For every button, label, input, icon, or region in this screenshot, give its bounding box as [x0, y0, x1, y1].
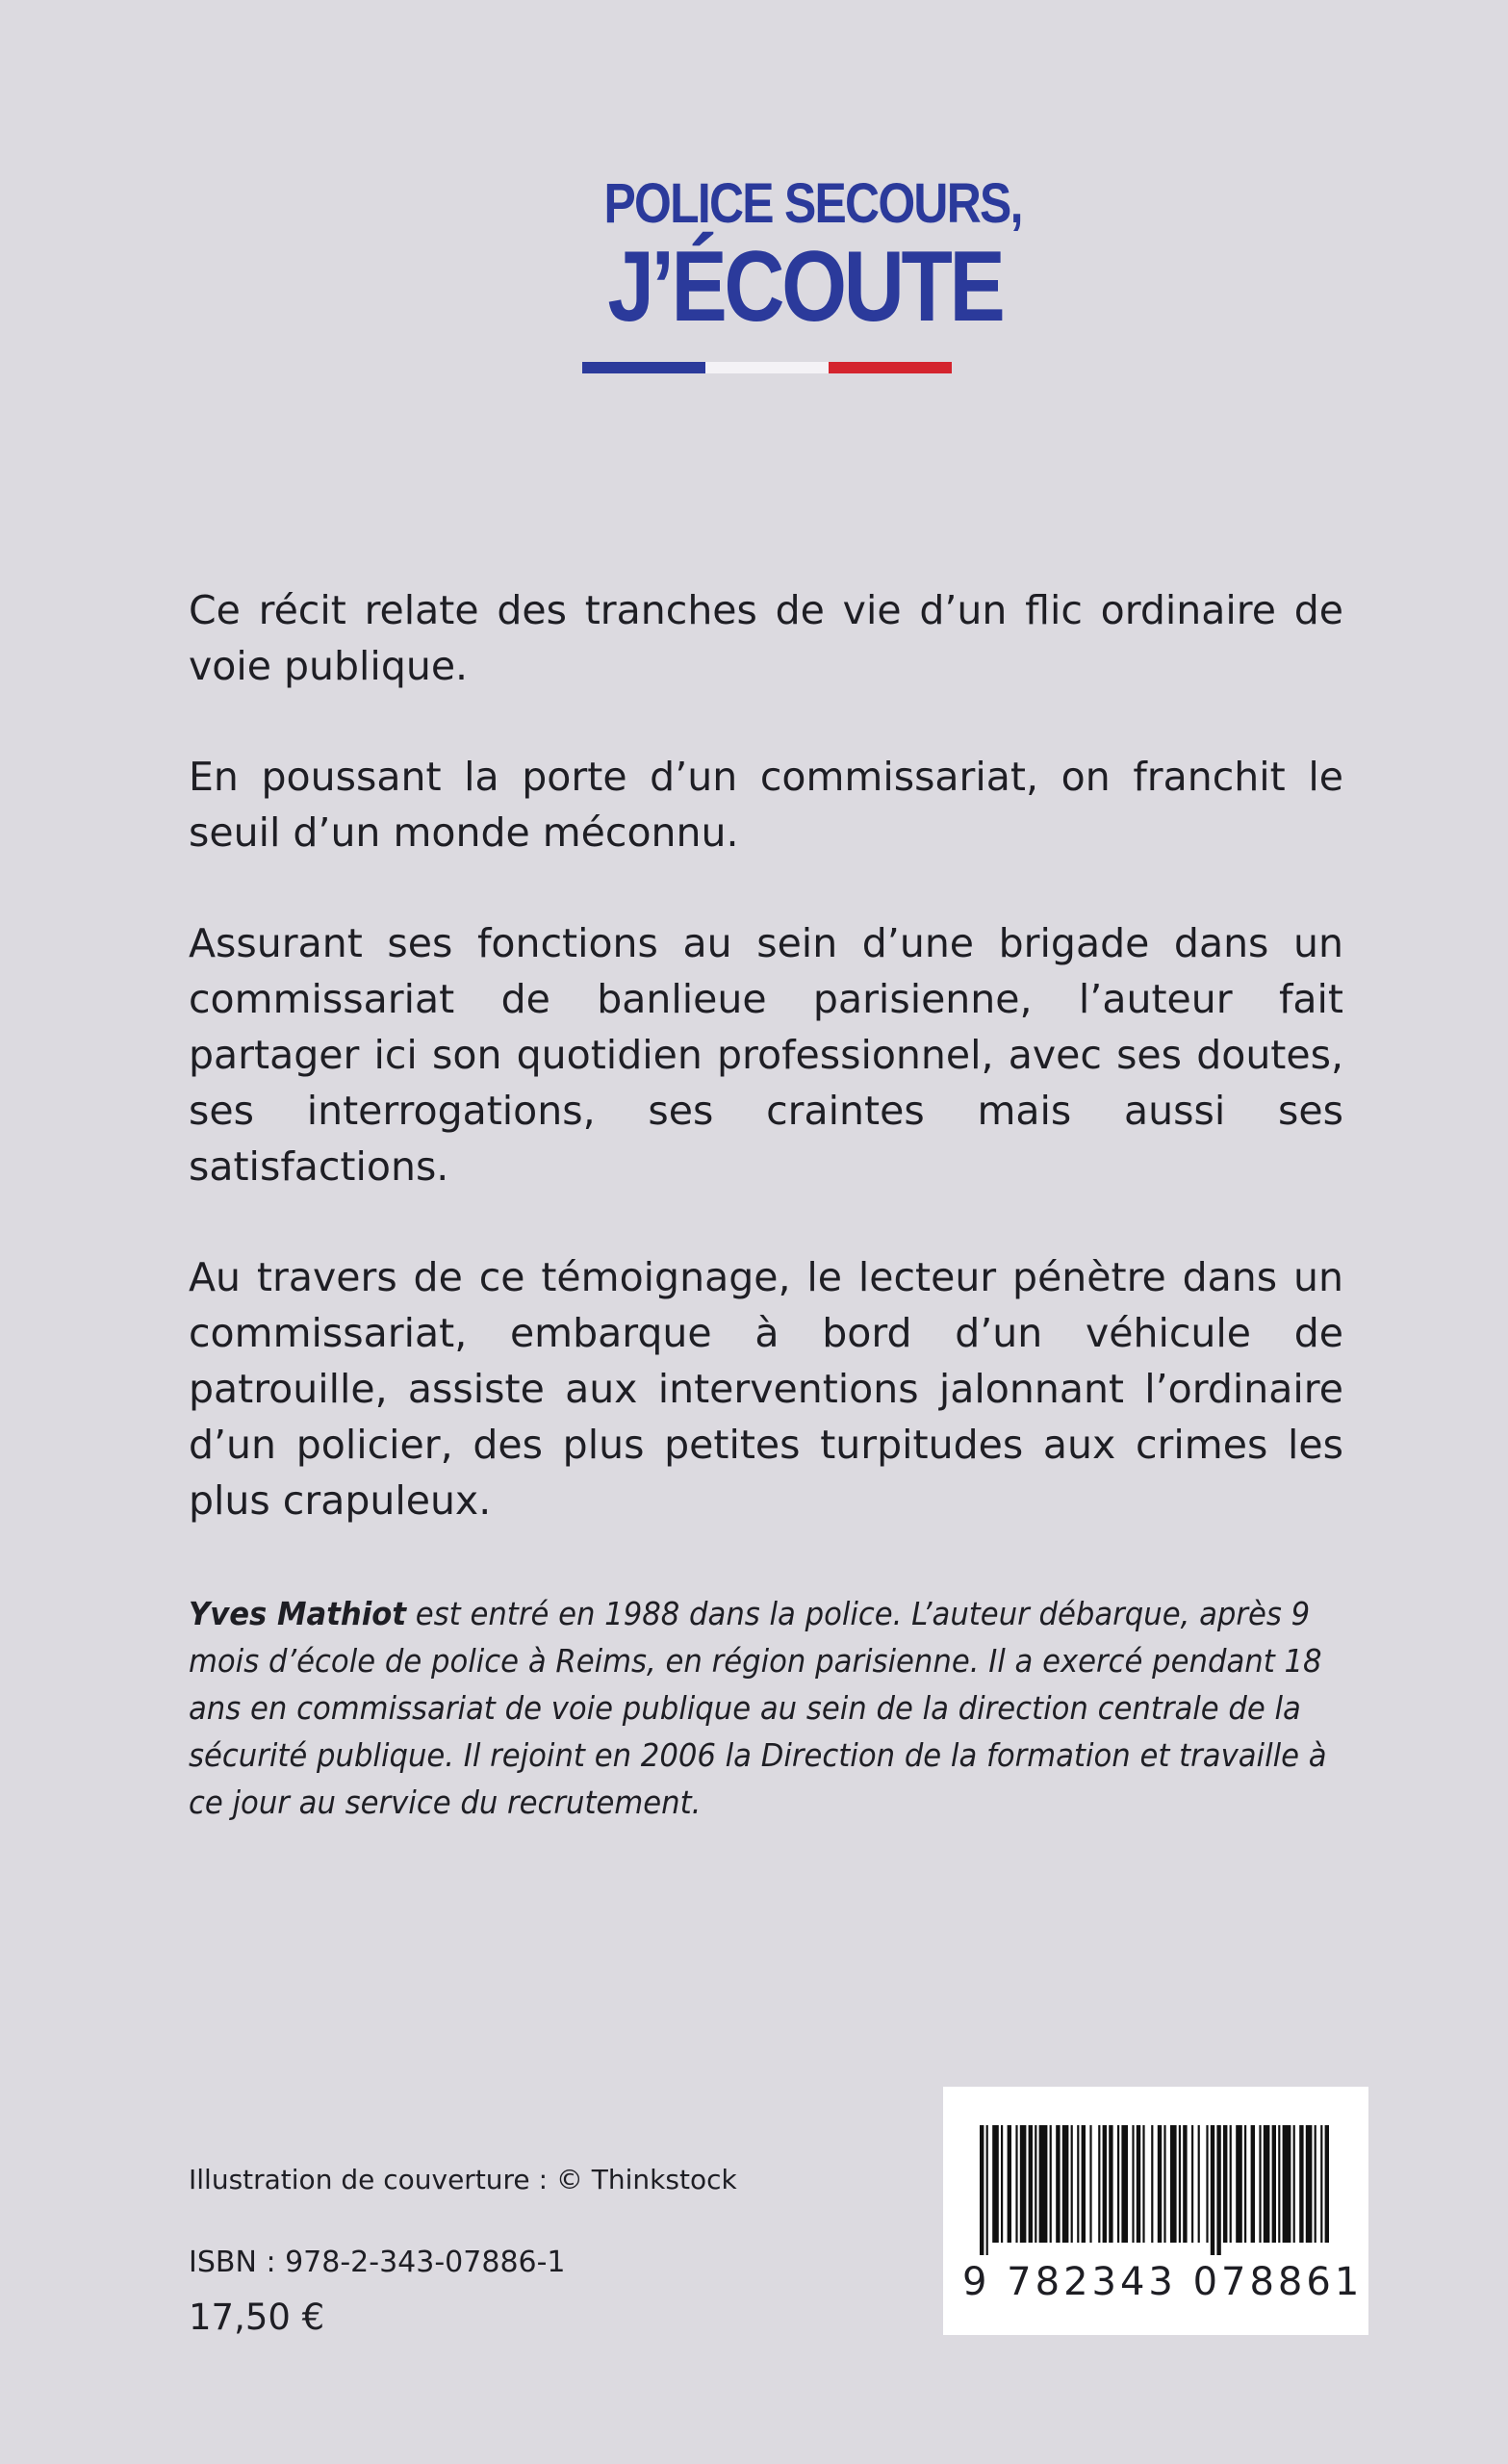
barcode-bar	[1082, 2125, 1086, 2243]
barcode-bar	[1259, 2125, 1261, 2243]
barcode-bar	[1191, 2125, 1193, 2243]
barcode-bar	[1109, 2125, 1112, 2243]
blurb	[189, 582, 1343, 1583]
barcode-bar	[1216, 2125, 1220, 2255]
barcode-bar	[1325, 2125, 1329, 2243]
barcode-bar	[1236, 2125, 1242, 2243]
author-bio	[189, 1590, 1343, 1826]
barcode-bar	[1035, 2125, 1036, 2243]
title-line-2: J’ÉCOUTE	[607, 231, 1003, 343]
flag-white	[705, 362, 829, 373]
barcode-bar	[1211, 2125, 1214, 2255]
cover-credit: Illustration de couverture : © Thinkstock	[189, 2164, 737, 2195]
barcode-bar	[1029, 2125, 1033, 2243]
blurb-paragraph-1: Ce récit relate des tranches de vie d’un flic ordinaire de voie publique.	[189, 587, 1343, 689]
isbn: ISBN : 978-2-343-07886-1	[189, 2246, 566, 2279]
author-name: Yves Mathiot	[189, 1595, 407, 1632]
barcode-bar	[1039, 2125, 1048, 2243]
barcode	[943, 2087, 1368, 2335]
barcode-bar	[1179, 2125, 1181, 2243]
barcode-bar	[1020, 2125, 1027, 2243]
author-bio-text: est entré en 1988 dans la police. L’auteur débarque, après 9 mois d’école de police à Reims, en région parisienne. Il a exercé pendant 18 ans en commissariat de voie publique au sein de la direction centrale de la sécurité publique. Il rejoint en 2006 la Direction de la formation et travaille à ce jour au service du recrutement.	[189, 1595, 1327, 1821]
barcode-bar	[1251, 2125, 1255, 2243]
blurb-paragraph-2: En poussant la porte d’un commissariat, on franchit le seuil d’un monde méconnu.	[189, 754, 1343, 856]
barcode-bar	[980, 2125, 984, 2255]
blurb-paragraph-4: Au travers de ce témoignage, le lecteur pénètre dans un commissariat, embarque à bord d’un véhicule de patrouille, assiste aux interventions jalonnant l’ordinaire d’un policier, des plus petites turpitudes aux crimes les plus crapuleux.	[189, 1254, 1343, 1524]
title-line-1: POLICE SECOURS,	[603, 172, 1022, 235]
barcode-bar	[1293, 2125, 1295, 2243]
flag-red	[829, 362, 952, 373]
barcode-bar	[1283, 2125, 1291, 2243]
barcode-bar	[986, 2125, 988, 2255]
price: 17,50 €	[189, 2297, 325, 2338]
barcode-bar	[1151, 2125, 1153, 2243]
barcode-bar	[1230, 2125, 1232, 2243]
barcode-bar	[1163, 2125, 1165, 2243]
book-title	[577, 171, 1022, 343]
barcode-bar	[1071, 2125, 1073, 2243]
barcode-bar	[1244, 2125, 1246, 2243]
barcode-bar	[1223, 2125, 1227, 2243]
barcode-bar	[1008, 2125, 1011, 2243]
barcode-bar	[1183, 2125, 1187, 2243]
barcode-bar	[1056, 2125, 1060, 2243]
barcode-bar	[1299, 2125, 1303, 2243]
barcode-bar	[1132, 2125, 1134, 2243]
barcode-bar	[1158, 2125, 1162, 2243]
barcode-bar	[1001, 2125, 1003, 2243]
barcode-bar	[1015, 2125, 1017, 2243]
barcode-bar	[1137, 2125, 1140, 2243]
barcode-bar	[1320, 2125, 1322, 2243]
barcode-bar	[1121, 2125, 1128, 2243]
barcode-bar	[1062, 2125, 1069, 2243]
flag-blue	[582, 362, 705, 373]
barcode-digits: 9 782343 078861	[962, 2260, 1364, 2304]
barcode-bar	[1077, 2125, 1079, 2243]
barcode-bar	[1089, 2125, 1091, 2243]
barcode-bar	[1206, 2125, 1208, 2243]
barcode-bar	[1198, 2125, 1200, 2243]
barcode-bar	[1264, 2125, 1270, 2243]
barcode-bar	[1170, 2125, 1177, 2243]
barcode-bar	[1278, 2125, 1280, 2243]
blurb-paragraph-3: Assurant ses fonctions au sein d’une brigade dans un commissariat de banlieue parisienne, l’auteur fait partager ici son quotidien professionnel, avec ses doutes, ses interrogations, ses craintes mais aussi ses satisfactions.	[189, 920, 1343, 1190]
barcode-bar	[1050, 2125, 1052, 2243]
barcode-bars	[970, 2125, 1342, 2255]
barcode-bar	[1315, 2125, 1316, 2243]
barcode-bar	[1098, 2125, 1100, 2243]
barcode-bar	[1103, 2125, 1107, 2243]
barcode-bar	[1272, 2125, 1276, 2243]
tricolor-flag-stripe	[582, 362, 952, 373]
barcode-bar	[1117, 2125, 1119, 2243]
barcode-bar	[1306, 2125, 1313, 2243]
barcode-bar	[992, 2125, 999, 2243]
barcode-bar	[1142, 2125, 1144, 2243]
